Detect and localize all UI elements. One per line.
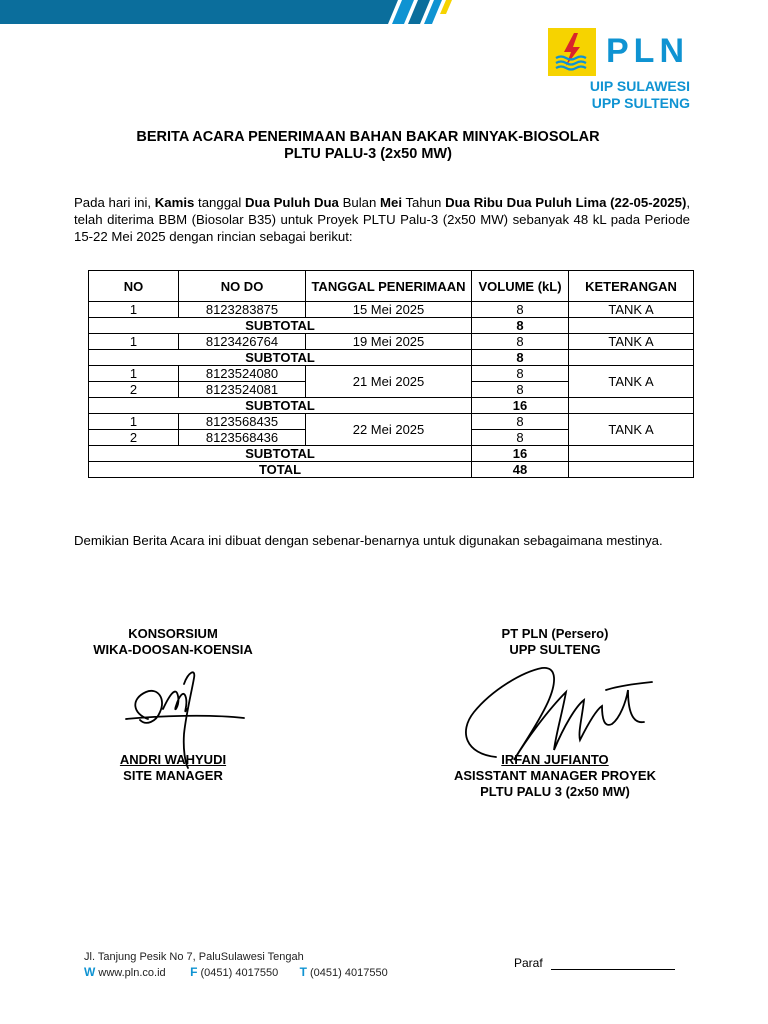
table-row	[89, 302, 694, 318]
title-line-1: BERITA ACARA PENERIMAAN BAHAN BAKAR MINYAK-BIOSOLAR	[136, 129, 600, 145]
right-signatory-role-1: ASISSTANT MANAGER PROYEK	[454, 768, 656, 783]
unit-label	[590, 78, 690, 112]
tel-label: T	[299, 965, 307, 979]
subtotal-value: 8	[472, 318, 569, 334]
intro-text-5: , telah diterima BBM (Biosolar B35) untuk Proyek PLTU Palu-3 (2x50 MW) sebanyak 48 kL pada Periode 15-22 Mei 2025 dengan rincian sebagai berikut:	[74, 195, 691, 244]
header-band	[0, 0, 470, 24]
intro-month: Mei	[380, 195, 402, 210]
subtotal-empty	[569, 318, 694, 334]
left-org-line-1: KONSORSIUM	[128, 626, 218, 641]
right-signatory-role-2: PLTU PALU 3 (2x50 MW)	[480, 784, 630, 799]
subtotal-label: SUBTOTAL	[89, 398, 472, 414]
header-keterangan: KETERANGAN	[569, 271, 694, 302]
intro-paragraph	[74, 194, 690, 245]
total-label: TOTAL	[89, 462, 472, 478]
tel-value: (0451) 4017550	[310, 967, 388, 979]
subtotal-row	[89, 318, 694, 334]
left-signatory-block	[60, 752, 286, 784]
subtotal-value: 16	[472, 398, 569, 414]
cell-volume: 8	[472, 382, 569, 398]
right-org-line-1: PT PLN (Persero)	[501, 626, 609, 641]
table-row	[89, 334, 694, 350]
subtotal-label: SUBTOTAL	[89, 446, 472, 462]
paraf-field	[514, 956, 675, 970]
left-signatory-name: ANDRI WAHYUDI	[119, 752, 227, 767]
subtotal-empty	[569, 350, 694, 366]
subtotal-row	[89, 398, 694, 414]
cell-keterangan: TANK A	[569, 366, 694, 398]
footer	[84, 950, 388, 981]
header-no: NO	[89, 271, 179, 302]
header-tanggal: TANGGAL PENERIMAAN	[306, 271, 472, 302]
cell-date: 19 Mei 2025	[306, 334, 472, 350]
paraf-line	[551, 957, 675, 970]
total-empty	[569, 462, 694, 478]
total-row	[89, 462, 694, 478]
cell-volume: 8	[472, 430, 569, 446]
table-header-row	[89, 271, 694, 302]
web-value: www.pln.co.id	[98, 967, 166, 979]
cell-volume: 8	[472, 414, 569, 430]
left-org-line-2: WIKA-DOOSAN-KOENSIA	[93, 642, 253, 657]
right-org-line-2: UPP SULTENG	[509, 642, 601, 657]
web-label: W	[84, 965, 96, 979]
subtotal-empty	[569, 398, 694, 414]
cell-date: 21 Mei 2025	[306, 366, 472, 398]
fax-label: F	[190, 965, 198, 979]
closing-paragraph: Demikian Berita Acara ini dibuat dengan sebenar-benarnya untuk digunakan sebagaimana mestinya.	[74, 533, 663, 548]
subtotal-value: 8	[472, 350, 569, 366]
right-signatory-block	[420, 752, 690, 800]
title-line-2: PLTU PALU-3 (2x50 MW)	[284, 146, 452, 162]
cell-volume: 8	[472, 302, 569, 318]
cell-no-do: 8123283875	[179, 302, 306, 318]
unit-line-2: UPP SULTENG	[591, 95, 690, 111]
pln-logo	[548, 28, 698, 118]
total-value: 48	[472, 462, 569, 478]
footer-contacts	[84, 965, 388, 981]
table-row	[89, 414, 694, 430]
subtotal-row	[89, 350, 694, 366]
cell-no: 1	[89, 366, 179, 382]
subtotal-row	[89, 446, 694, 462]
cell-no: 2	[89, 430, 179, 446]
header-volume: VOLUME (kL)	[472, 271, 569, 302]
document-title	[60, 129, 676, 163]
intro-date: Dua Puluh Dua	[245, 195, 339, 210]
intro-text-4: Tahun	[401, 195, 446, 210]
intro-text-1: Pada hari ini,	[74, 195, 155, 210]
cell-date: 15 Mei 2025	[306, 302, 472, 318]
left-signatory-role: SITE MANAGER	[123, 768, 223, 783]
right-signatory-name: IRFAN JUFIANTO	[501, 752, 609, 767]
logo-text: PLN	[606, 32, 689, 70]
cell-no: 1	[89, 302, 179, 318]
receipt-table	[88, 270, 694, 478]
intro-text-3: Bulan	[338, 195, 380, 210]
unit-line-1: UIP SULAWESI	[589, 78, 690, 94]
intro-year: Dua Ribu Dua Puluh Lima (22-05-2025)	[445, 195, 687, 210]
cell-no-do: 8123568436	[179, 430, 306, 446]
cell-keterangan: TANK A	[569, 334, 694, 350]
paraf-label: Paraf	[514, 956, 543, 970]
cell-no-do: 8123568435	[179, 414, 306, 430]
cell-date: 22 Mei 2025	[306, 414, 472, 446]
lightning-icon	[548, 28, 596, 76]
subtotal-value: 16	[472, 446, 569, 462]
intro-text-2: tanggal	[194, 195, 246, 210]
cell-no: 1	[89, 334, 179, 350]
intro-day: Kamis	[154, 195, 195, 210]
table-row	[89, 366, 694, 382]
fax-value: (0451) 4017550	[200, 967, 279, 979]
cell-volume: 8	[472, 366, 569, 382]
subtotal-label: SUBTOTAL	[89, 350, 472, 366]
cell-no-do: 8123524081	[179, 382, 306, 398]
subtotal-label: SUBTOTAL	[89, 318, 472, 334]
cell-no-do: 8123524080	[179, 366, 306, 382]
cell-keterangan: TANK A	[569, 414, 694, 446]
cell-no: 2	[89, 382, 179, 398]
left-signatory-org	[60, 626, 286, 658]
cell-keterangan: TANK A	[569, 302, 694, 318]
cell-no: 1	[89, 414, 179, 430]
subtotal-empty	[569, 446, 694, 462]
right-signatory-org	[420, 626, 690, 658]
header-no-do: NO DO	[179, 271, 306, 302]
cell-volume: 8	[472, 334, 569, 350]
cell-no-do: 8123426764	[179, 334, 306, 350]
footer-address: Jl. Tanjung Pesik No 7, PaluSulawesi Tengah	[84, 951, 304, 963]
